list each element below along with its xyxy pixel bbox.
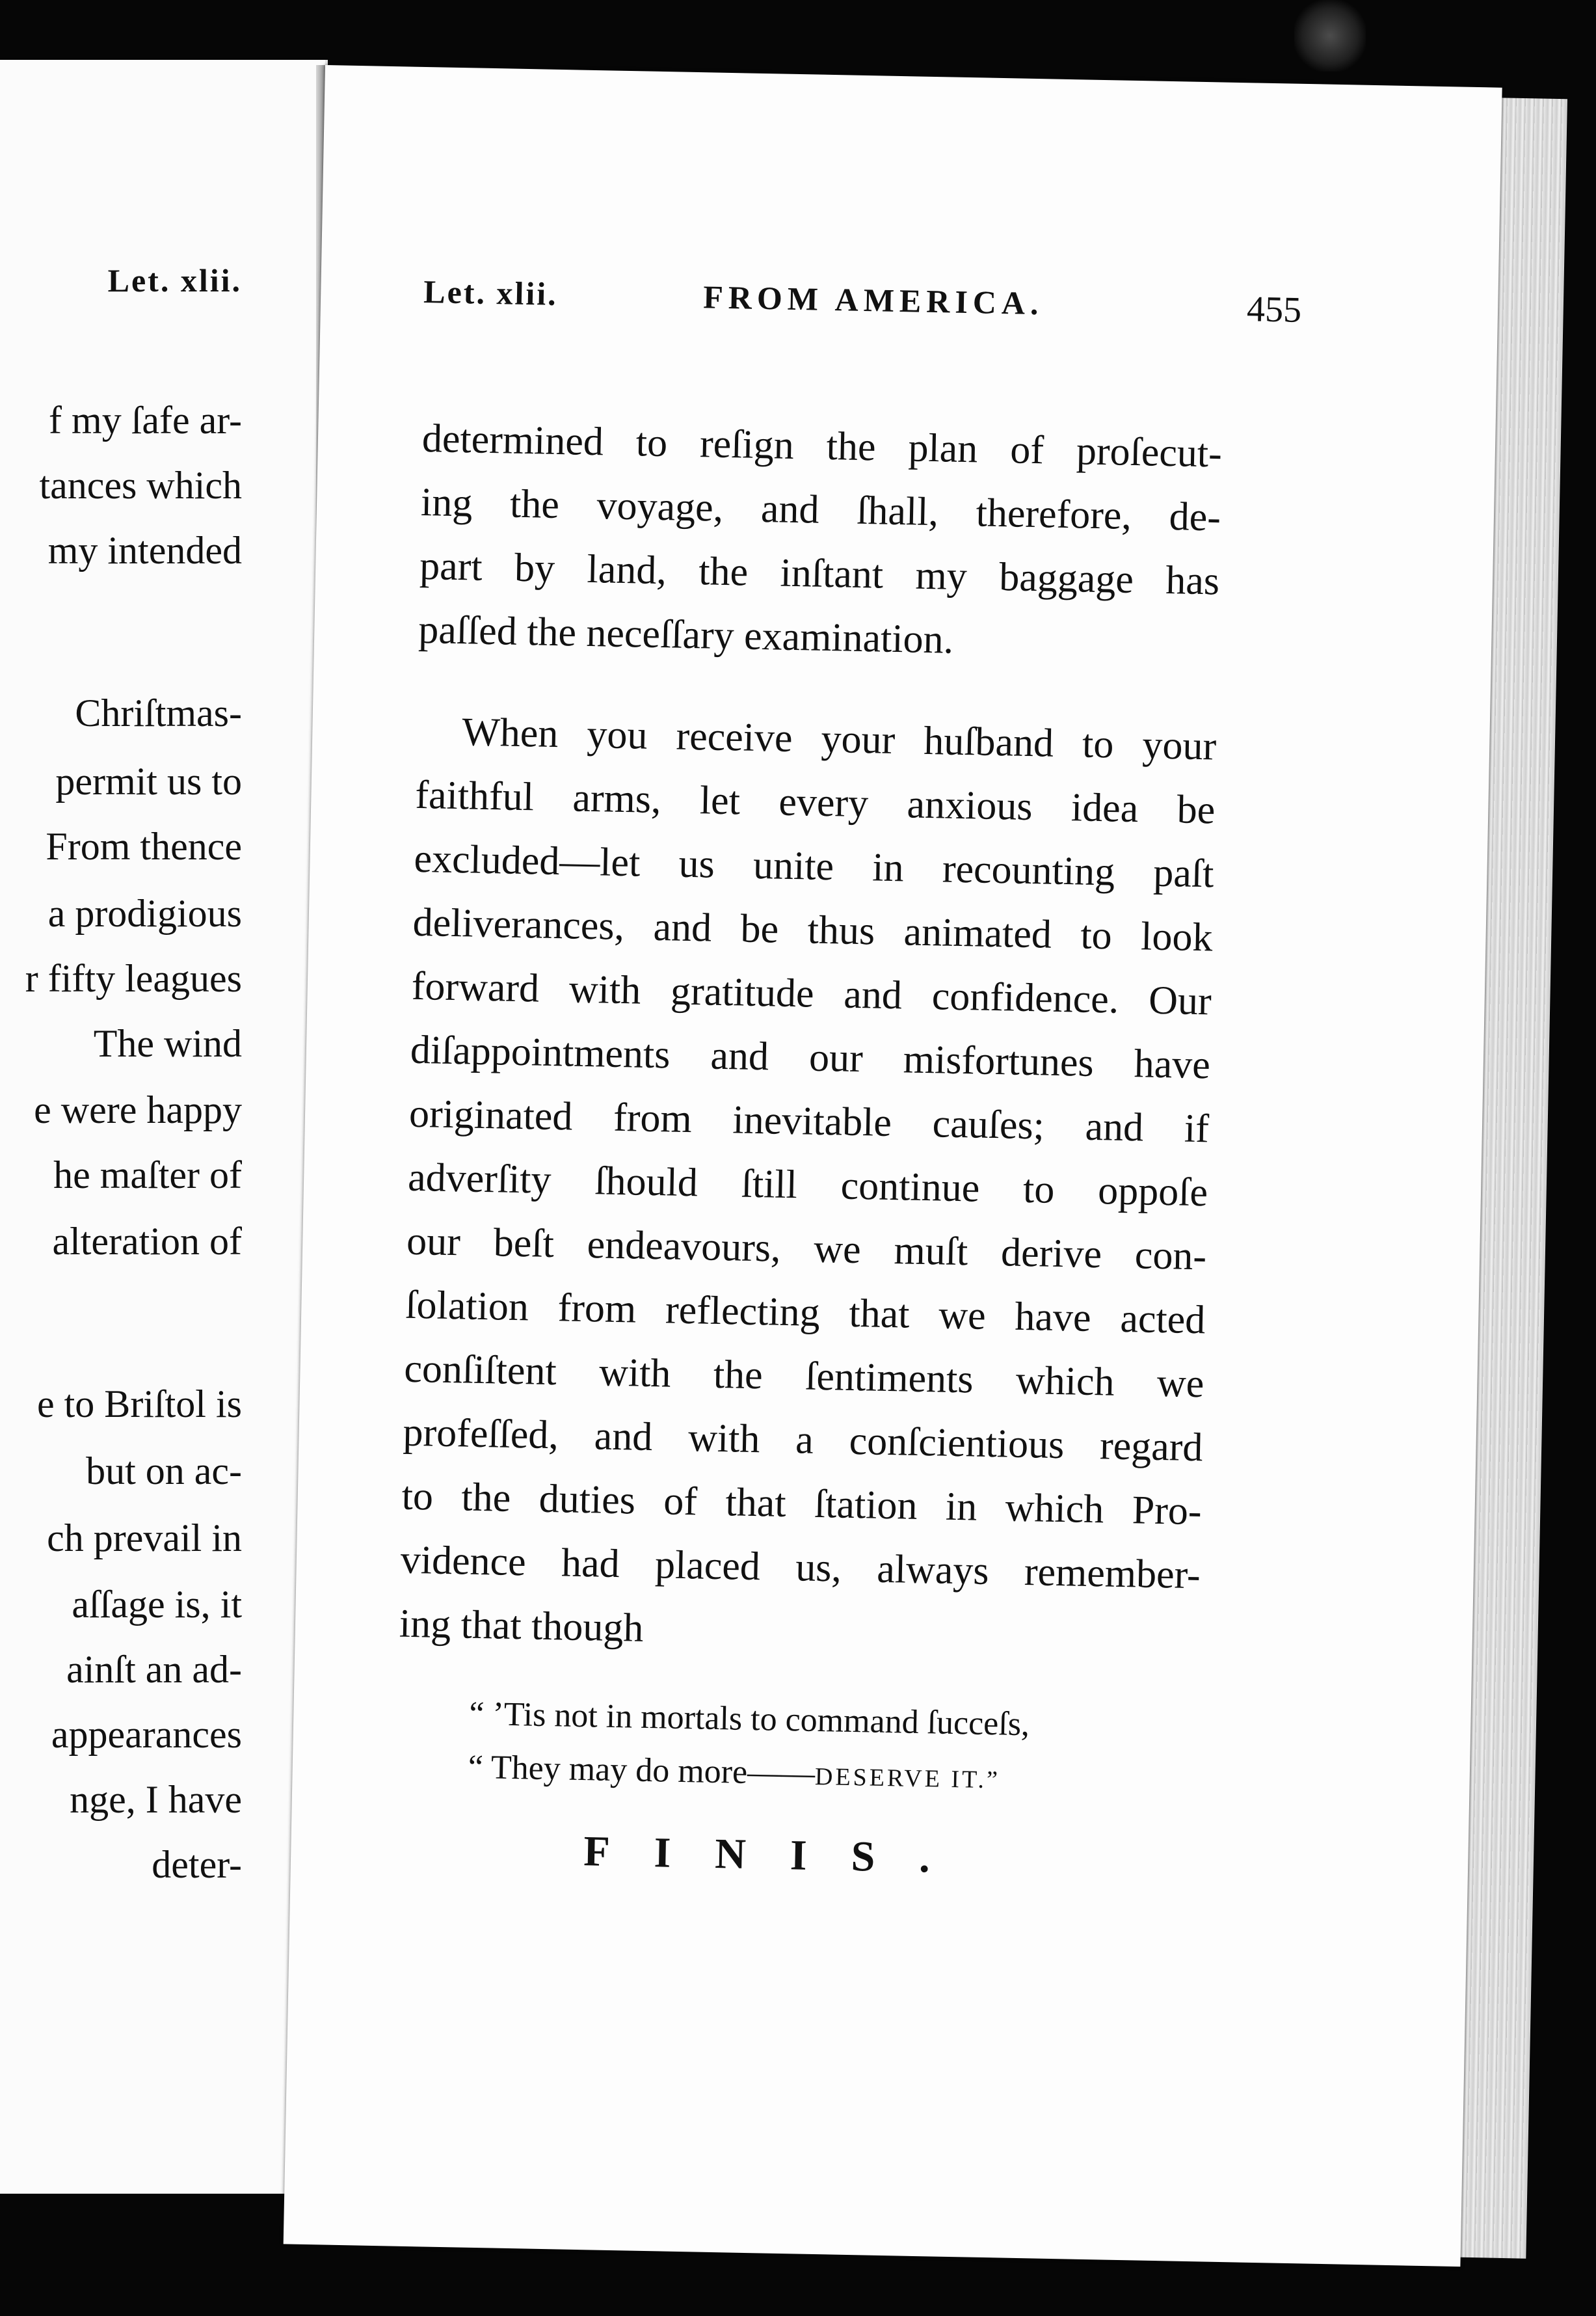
text-line: vidence had placed us, always remember- [400,1537,1201,1598]
text-line: paſſed the neceſſary examination. [418,607,954,662]
text-line: faithful arms, let every anxious idea be [414,772,1216,833]
left-line: he maſter of [53,1153,242,1196]
left-line: ainſt an ad- [66,1648,242,1691]
text-line: profeſſed, and with a conſcientious regard [403,1410,1204,1470]
left-line: appearances [51,1713,242,1756]
left-line: deter- [152,1843,242,1886]
text-line: forward with gratitude and confidence. Our [411,963,1212,1024]
body-text [399,340,1224,1650]
finis-colophon: FINIS. [583,1827,975,1883]
letter-number: Let. xlii. [423,273,559,312]
text-line: ing that though [399,1601,645,1650]
left-line: a prodigious [47,892,242,935]
text-line: ſolation from reflecting that we have acted [405,1282,1206,1343]
text-line: deliverances, and be thus animated to look [412,900,1214,960]
left-line: Chriſtmas- [75,692,242,734]
left-line: f my ſafe ar- [49,399,242,442]
left-line: e to Briſtol is [37,1382,242,1425]
left-page-header: Let. xlii. [107,262,242,299]
left-line: permit us to [55,760,242,803]
left-line: my intended [47,529,242,572]
right-page [284,65,1502,2267]
text-line: conſiſtent with the ſentiments which we [403,1346,1204,1407]
page-number: 455 [1246,289,1302,330]
text-line: diſappointments and our misfortunes have [410,1027,1211,1088]
left-line: alteration of [52,1220,242,1263]
text-line: to the duties of that ſtation in which Pro- [401,1474,1203,1534]
left-line: From thence [46,825,242,868]
verse-quote-line-2 [468,1748,1000,1797]
text-line: excluded—let us unite in recounting paſt [413,836,1215,896]
left-line: e were happy [34,1088,242,1131]
running-title: FROM AMERICA. [702,278,1044,322]
text-line: ing the voyage, and ſhall, therefore, de- [420,479,1221,540]
running-header [423,273,1302,333]
text-line: determined to reſign the plan of proſecut- [421,416,1223,476]
verse-quote-text: “ They may do more—— [468,1748,816,1792]
left-line: but on ac- [86,1449,242,1492]
left-line: aſſage is, it [72,1583,242,1626]
left-line: ch prevail in [47,1516,242,1559]
text-line: adverſity ſhould ſtill continue to oppoſe [407,1155,1208,1215]
left-line: r fifty leagues [25,957,242,1000]
scanner-smudge [1294,0,1366,72]
verse-quote-line-1: “ ’Tis not in mortals to command ſucceſs, [468,1695,1030,1744]
verse-quote-small-caps: DESERVE IT.” [814,1762,1001,1794]
left-line: tances which [39,464,242,507]
left-line: nge, I have [70,1778,242,1821]
text-line: When you receive your huſband to your [461,710,1217,769]
text-line: originated from inevitable cauſes; and if [408,1091,1210,1151]
left-facing-page [0,60,328,2194]
left-line: The wind [93,1022,242,1065]
text-line: part by land, the inſtant my baggage has [419,543,1220,604]
text-line: our beſt endeavours, we muſt derive con- [406,1219,1207,1279]
